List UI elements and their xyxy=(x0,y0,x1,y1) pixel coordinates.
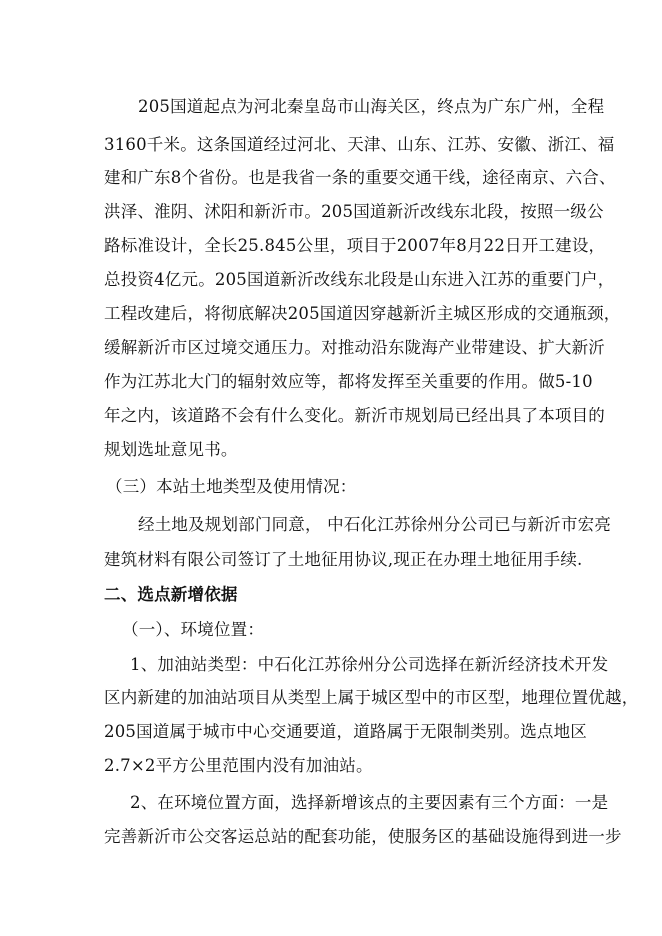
intro-line-8: 缓解新沂市区过境交通压力。对推动沿东陇海产业带建设、扩大新沂 xyxy=(104,338,605,357)
land-line-2: 建筑材料有限公司签订了土地征用协议,现正在办理土地征用手续. xyxy=(104,550,583,569)
intro-line-7: 工程改建后，将彻底解决205国道因穿越新沂主城区形成的交通瓶颈， xyxy=(104,304,621,323)
env2-line-1: 2、在环境位置方面，选择新增该点的主要因素有三个方面：一是 xyxy=(130,793,609,812)
section-heading-basis: 二、选点新增依据 xyxy=(104,585,238,604)
intro-line-11: 规划选址意见书。 xyxy=(104,440,238,459)
intro-line-6: 总投资4亿元。205国道新沂改线东北段是山东进入江苏的重要门户， xyxy=(104,270,615,289)
env1-line-2: 区内新建的加油站项目从类型上属于城区型中的市区型，地理位置优越， xyxy=(104,688,639,707)
subheading-land-type: （三）本站土地类型及使用情况： xyxy=(106,477,357,496)
intro-line-5: 路标准设计，全长25.845公里，项目于2007年8月22日开工建设， xyxy=(104,236,606,255)
env1-line-1: 1、加油站类型：中石化江苏徐州分公司选择在新沂经济技术开发 xyxy=(130,655,609,674)
subheading-environment: （一）、环境位置： xyxy=(122,620,265,639)
intro-line-3: 建和广东8个省份。也是我省一条的重要交通干线，途径南京、六合、 xyxy=(104,168,616,187)
env2-line-2: 完善新沂市公交客运总站的配套功能，使服务区的基础设施得到进一步 xyxy=(104,827,622,846)
intro-line-2: 3160千米。这条国道经过河北、天津、山东、江苏、安徽、浙江、福 xyxy=(104,135,615,154)
env1-line-4: 2.7×2平方公里范围内没有加油站。 xyxy=(104,756,373,775)
land-line-1: 经土地及规划部门同意， 中石化江苏徐州分公司已与新沂市宏亮 xyxy=(138,515,612,534)
intro-line-1: 205国道起点为河北秦皇岛市山海关区，终点为广东广州，全程 xyxy=(138,97,605,116)
intro-line-4: 洪泽、淮阴、沭阳和新沂市。205国道新沂改线东北段，按照一级公 xyxy=(104,202,604,221)
env1-line-3: 205国道属于城市中心交通要道，道路属于无限制类别。选点地区 xyxy=(104,722,587,741)
intro-line-10: 年之内，该道路不会有什么变化。新沂市规划局已经出具了本项目的 xyxy=(104,406,605,425)
intro-line-9: 作为江苏北大门的辐射效应等，都将发挥至关重要的作用。做5-10 xyxy=(104,372,593,391)
